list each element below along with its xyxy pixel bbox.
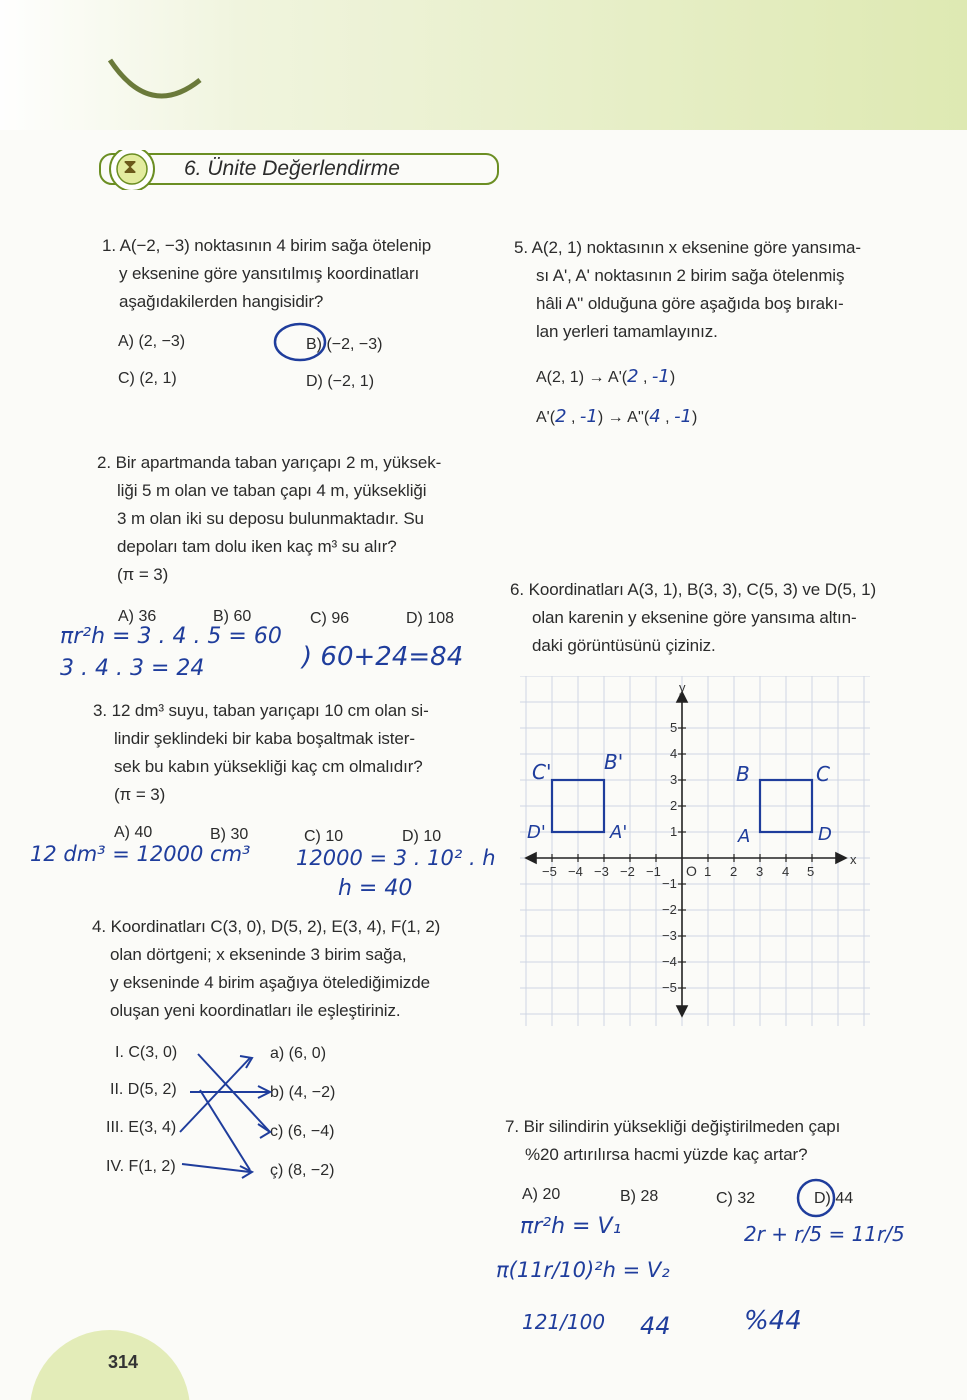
coordinate-grid [520, 676, 870, 1026]
top-decoration [0, 0, 967, 150]
question-text: 2. Bir apartmanda taban yarıçapı 2 m, yüksek- [97, 453, 442, 472]
question-text: lan yerleri tamamlayınız. [536, 322, 718, 341]
q3-option-d: D) 10 [402, 828, 442, 845]
x-tick: −2 [620, 864, 635, 879]
page-title: 6. Ünite Değerlendirme [184, 157, 400, 180]
question-text: 6. Koordinatları A(3, 1), B(3, 3), C(5, 3) ve D(5, 1) [510, 580, 877, 599]
point-label-c: C [816, 762, 830, 786]
x-tick: −1 [646, 864, 661, 879]
point-label-d-prime: D' [527, 822, 546, 843]
handwriting: π(11r/10)²h = V₂ [496, 1258, 670, 1282]
y-tick: 2 [670, 798, 678, 813]
point-label-b-prime: B' [604, 750, 624, 774]
question-text: 1. A(−2, −3) noktasının 4 birim sağa ötelenip [102, 236, 432, 255]
q5-answer-line-2 [536, 406, 697, 427]
question-text: 3. 12 dm³ suyu, taban yarıçapı 10 cm olan si- [93, 701, 429, 720]
question-text: depoları tam dolu iken kaç m³ su alır? [117, 537, 397, 556]
y-tick: −3 [662, 928, 677, 943]
q1-option-d: D) (−2, 1) [306, 373, 375, 390]
handwriting: πr²h = V₁ [520, 1214, 622, 1239]
handwriting: 121/100 [522, 1310, 606, 1334]
question-text: daki görüntüsünü çiziniz. [532, 636, 716, 655]
x-tick: 2 [730, 864, 738, 879]
q5-text: ) [669, 369, 676, 386]
q5-text: , [660, 409, 675, 426]
matching-lines [170, 1040, 290, 1180]
q1-option-b: B) (−2, −3) [306, 336, 383, 353]
q5-text: ) [692, 409, 698, 426]
point-label-d: D [818, 824, 832, 845]
q2-option-a: A) 36 [118, 608, 157, 625]
question-text: (π = 3) [117, 565, 169, 584]
point-label-b: B [736, 762, 750, 786]
q7-option-d: D) 44 [814, 1190, 854, 1207]
q7-option-b: B) 28 [620, 1188, 659, 1205]
q2-option-c: C) 96 [310, 610, 350, 627]
question-text: liği 5 m olan ve taban çapı 4 m, yüksekliği [117, 481, 427, 500]
question-text: olan dörtgeni; x ekseninde 3 birim sağa, [110, 945, 407, 964]
question-text: y eksenine göre yansıtılmış koordinatları [119, 264, 420, 283]
question-text: 3 m olan iki su deposu bulunmaktadır. Su [117, 509, 424, 528]
q4-right-item: b) (4, −2) [270, 1084, 336, 1101]
q4-left-item: II. D(5, 2) [110, 1081, 177, 1098]
y-tick: −4 [662, 954, 677, 969]
handwriting: 12 dm³ = 12000 cm³ [30, 842, 251, 866]
question-text: 7. Bir silindirin yüksekliği değiştirilmeden çapı [505, 1117, 841, 1136]
question-text: %20 artırılırsa hacmi yüzde kaç artar? [525, 1145, 808, 1164]
answer-circle [270, 320, 330, 364]
question-3 [93, 697, 483, 809]
handwriting: 12000 = 3 . 10² . h [296, 846, 496, 870]
handwriting: %44 [744, 1306, 802, 1336]
question-text: sı A', A' noktasının 2 birim sağa ötelenmiş [536, 266, 845, 285]
q7-option-a: A) 20 [522, 1186, 561, 1203]
q3-option-a: A) 40 [114, 824, 153, 841]
handwriting: ) 60+24=84 [302, 642, 464, 672]
answer-circle [794, 1176, 838, 1220]
question-text: olan karenin y eksenine göre yansıma altın- [532, 608, 857, 627]
page-corner [0, 1300, 200, 1400]
handwriting: 2r + r/5 = 11r/5 [744, 1222, 905, 1246]
question-4 [92, 913, 492, 1025]
q7-option-c: C) 32 [716, 1190, 756, 1207]
q4-right-item: ç) (8, −2) [270, 1162, 335, 1179]
question-1 [102, 232, 482, 316]
q4-left-item: III. E(3, 4) [106, 1119, 177, 1136]
q4-left-item: I. C(3, 0) [115, 1044, 178, 1061]
q5-answer-line-1 [536, 366, 675, 387]
handwriting: 44 [640, 1312, 671, 1340]
q2-option-d: D) 108 [406, 610, 455, 627]
q4-right-item: a) (6, 0) [270, 1045, 327, 1062]
blank-answer[interactable]: -1 [651, 366, 670, 387]
q5-text: A(2, 1) → A'( [536, 369, 628, 386]
q3-option-b: B) 30 [210, 826, 249, 843]
q5-text: , [638, 369, 652, 386]
page-number: 314 [108, 1352, 139, 1372]
handwriting: h = 40 [338, 876, 413, 901]
handwriting: 3 . 4 . 3 = 24 [60, 656, 205, 681]
y-tick: 1 [670, 824, 678, 839]
q4-left-item: IV. F(1, 2) [106, 1158, 176, 1175]
point-label-a-prime: A' [610, 822, 628, 843]
question-text: 4. Koordinatları C(3, 0), D(5, 2), E(3, 4), F(1, 2) [92, 917, 441, 936]
y-tick: −2 [662, 902, 677, 917]
x-tick: −5 [542, 864, 557, 879]
y-tick: −1 [662, 876, 677, 891]
axis-label-y: y [679, 680, 686, 695]
y-tick: 3 [670, 772, 678, 787]
question-text: lindir şeklindeki bir kaba boşaltmak ister- [114, 729, 415, 748]
axis-label-x: x [850, 852, 857, 867]
point-label-a: A [738, 826, 751, 847]
q1-option-a: A) (2, −3) [118, 333, 186, 350]
question-5 [514, 234, 934, 346]
x-tick: 5 [807, 864, 815, 879]
question-text: sek bu kabın yüksekliği kaç cm olmalıdır? [114, 757, 423, 776]
y-tick: 4 [670, 746, 678, 761]
x-tick: −3 [594, 864, 609, 879]
question-6 [510, 576, 940, 660]
handwriting: πr²h = 3 . 4 . 5 = 60 [60, 624, 282, 649]
question-text: aşağıdakilerden hangisidir? [119, 292, 324, 311]
q5-text: A'( [536, 409, 556, 426]
q5-text: , [566, 409, 580, 426]
origin-label: O [686, 863, 697, 879]
y-tick: −5 [662, 980, 677, 995]
question-text: oluşan yeni koordinatları ile eşleştiriniz. [110, 1001, 401, 1020]
question-text: y ekseninde 4 birim aşağıya ötelediğimizde [110, 973, 430, 992]
question-text: hâli A'' olduğuna göre aşağıda boş bırakı- [536, 294, 844, 313]
blank-answer[interactable]: 2 [627, 366, 639, 387]
blank-answer[interactable]: 4 [649, 406, 661, 427]
q5-text: ) → A''( [597, 409, 650, 426]
q3-option-c: C) 10 [304, 828, 344, 845]
blank-answer[interactable]: -1 [674, 406, 693, 427]
q2-option-b: B) 60 [213, 608, 252, 625]
point-label-c-prime: C' [532, 760, 552, 784]
hourglass-icon: ⧗ [123, 156, 138, 178]
x-tick: −4 [568, 864, 583, 879]
blank-answer[interactable]: -1 [579, 406, 598, 427]
question-2 [97, 449, 487, 589]
question-text: 5. A(2, 1) noktasının x eksenine göre yansıma- [514, 238, 861, 257]
blank-answer[interactable]: 2 [555, 406, 567, 427]
unit-header [92, 150, 502, 188]
x-tick: 1 [704, 864, 712, 879]
x-tick: 3 [756, 864, 764, 879]
q4-right-item: c) (6, −4) [270, 1123, 335, 1140]
x-tick: 4 [782, 864, 790, 879]
q1-option-c: C) (2, 1) [118, 370, 177, 387]
question-7 [505, 1113, 925, 1169]
y-tick: 5 [670, 720, 678, 735]
question-text: (π = 3) [114, 785, 166, 804]
